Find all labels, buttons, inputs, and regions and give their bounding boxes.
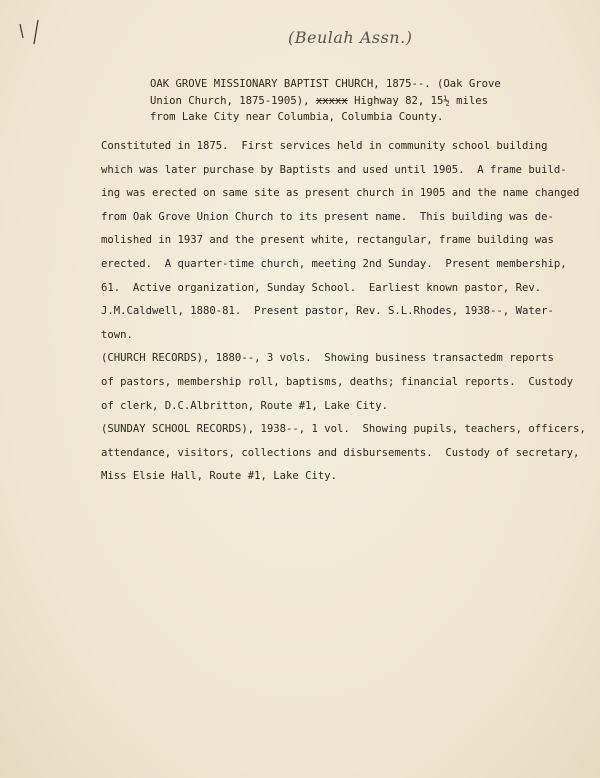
records-line: of clerk, D.C.Albritton, Route #1, Lake City. (101, 399, 389, 412)
body-line: town. (101, 328, 133, 341)
handwritten-annotation: (Beulah Assn.) (288, 28, 413, 47)
body-line: molished in 1937 and the present white, rectangular, frame building was (101, 234, 554, 247)
records-line: (SUNDAY SCHOOL RECORDS), 1938--, 1 vol. Showing pupils, teachers, officers, (101, 423, 586, 436)
records-line: Miss Elsie Hall, Route #1, Lake City. (101, 470, 337, 483)
records-line: attendance, visitors, collections and disbursements. Custody of secretary, (101, 446, 580, 459)
body-line: which was later purchase by Baptists and used until 1905. A frame build- (101, 163, 567, 176)
body-line: 61. Active organization, Sunday School. Earliest known pastor, Rev. (101, 281, 542, 294)
entry-body (101, 135, 586, 489)
pencil-marks (14, 14, 54, 54)
body-line: J.M.Caldwell, 1880-81. Present pastor, Rev. S.L.Rhodes, 1938--, Water- (101, 305, 554, 318)
records-line: (CHURCH RECORDS), 1880--, 3 vols. Showing business transactedm reports (101, 352, 554, 365)
heading-line-3: from Lake City near Columbia, Columbia County. (150, 111, 444, 123)
records-line: of pastors, membership roll, baptisms, deaths; financial reports. Custody (101, 375, 573, 388)
body-line: Constituted in 1875. First services held in community school building (101, 140, 548, 152)
body-line: erected. A quarter-time church, meeting 2nd Sunday. Present membership, (101, 257, 567, 270)
body-line: ing was erected on same site as present church in 1905 and the name changed (101, 187, 580, 200)
heading-line-2b: Highway 82, 15½ miles (347, 94, 489, 107)
heading-line-1: OAK GROVE MISSIONARY BAPTIST CHURCH, 1875--. (Oak Grove (150, 78, 501, 90)
heading-strikethrough: xxxxx (315, 94, 348, 107)
heading-line-2a: Union Church, 1875-1905), (150, 94, 316, 107)
body-line: from Oak Grove Union Church to its present name. This building was de- (101, 210, 554, 223)
entry-heading (150, 76, 550, 126)
